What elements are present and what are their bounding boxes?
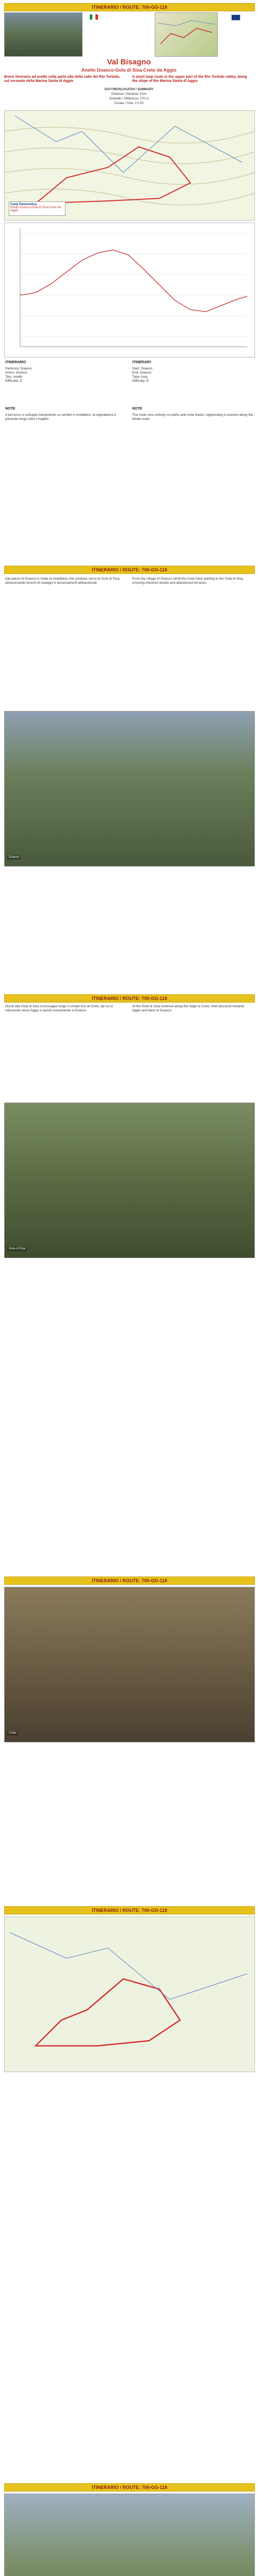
map-legend-box [9, 201, 66, 216]
info-title-en: ITINERARY [132, 361, 152, 364]
info-title-it: ITINERARIO [5, 361, 26, 364]
notes-title-en: NOTE [132, 407, 142, 411]
trail-photo [4, 1103, 255, 1258]
info-line: Arrivo: Doasco [5, 371, 27, 375]
summary-line: Durata / Time: 2 h 00 [114, 102, 144, 105]
summary-box [77, 88, 181, 108]
header-map [155, 12, 218, 57]
page-subtitle: Anello Doasco-Gola di Sisa-Creto da Aggio [81, 67, 177, 73]
section-text-it: Giunti alla Gola di Sisa si prosegue lungo il crinale fino al Creto, da cui si ridiscende verso Aggio e quindi nuovamente a Doasco. [5, 1005, 113, 1012]
info-line: Start: Doasco [132, 367, 153, 370]
info-list-en [132, 367, 253, 383]
description-en: A short loop route in the upper part of the Rio Torbido valley, along the slope of the Marina Santa di Aggio [132, 75, 247, 83]
topo-map [4, 110, 255, 221]
summary-line: Distanza / Distance: 4 km [111, 93, 147, 96]
overview-map-graphic [155, 13, 217, 56]
photo-caption: Creto [7, 1731, 18, 1735]
notes-text-it: Il percorso si sviluppa interamente su sentieri e mulattiere; la segnaletica è presente lungo tutto il tragitto. [5, 413, 116, 421]
info-line: Difficulty: E [132, 379, 149, 383]
trail-photo [4, 711, 255, 867]
info-line: End: Doasco [132, 371, 152, 375]
info-line: Partenza: Doasco [5, 367, 32, 370]
section-band: ITINERARIO / ROUTE: 700-GG-118 [4, 994, 255, 1003]
page-title: Val Bisagno [107, 58, 151, 66]
route-map [4, 1917, 255, 2072]
section-text-en: At the Gola di Sisa continue along the ridge to Creto, then descend towards Aggio and back to Doasco. [132, 1005, 245, 1012]
map-legend-title: Carta Panoramica [10, 203, 37, 206]
header-band: ITINERARIO / ROUTE: 700-GG-118 [4, 3, 255, 11]
notes-title-it: NOTE [5, 407, 15, 411]
info-list-it [5, 367, 126, 383]
section-band: ITINERARIO / ROUTE: 700-GG-118 [4, 1577, 255, 1585]
section-band: ITINERARIO / ROUTE: 700-GG-118 [4, 1906, 255, 1914]
notes-text-en: The route runs entirely on paths and mule tracks; signposting is present along the whole route. [132, 413, 253, 421]
photo-caption: Doasco [7, 855, 21, 859]
flag-it-icon [90, 14, 98, 20]
elevation-profile [4, 223, 255, 358]
info-line: Difficoltà: E [5, 379, 22, 383]
section-band: ITINERARIO / ROUTE: 700-GG-118 [4, 2483, 255, 2492]
flag-uk-icon [231, 14, 240, 21]
section-text-it: Dal paese di Doasco si risale la mulattiera che conduce verso la Gola di Sisa, attraversando boschi di castagni e terrazzamenti abbandonati. [5, 577, 120, 585]
photo-caption: Gola di Sisa [7, 1247, 27, 1251]
summary-line: DATI RIEPILOGATIVI / SUMMARY [104, 88, 154, 91]
trail-photo [4, 1587, 255, 1742]
section-text-en: From the village of Doasco climb the mule track leading to the Gola di Sisa, crossing chestnut woods and abandoned terraces. [132, 577, 244, 585]
header-photo-village [4, 12, 83, 57]
profile-graphic [5, 223, 254, 357]
summary-line: Dislivello / Difference: 270 m [109, 97, 149, 100]
description-it: Breve itinerario ad anello nella parte alta della valle del Rio Torbido, sul versante della Marina Santa di Aggio [4, 75, 120, 83]
trail-photo [4, 2494, 255, 2576]
info-line: Tipo: anello [5, 375, 23, 379]
info-line: Type: loop [132, 375, 148, 379]
section-band: ITINERARIO / ROUTE: 700-GG-118 [4, 566, 255, 574]
map-legend-route: Anello Doasco-Gola di Sisa-Creto da Aggio [10, 206, 61, 212]
route-map-graphic [5, 1917, 254, 2072]
